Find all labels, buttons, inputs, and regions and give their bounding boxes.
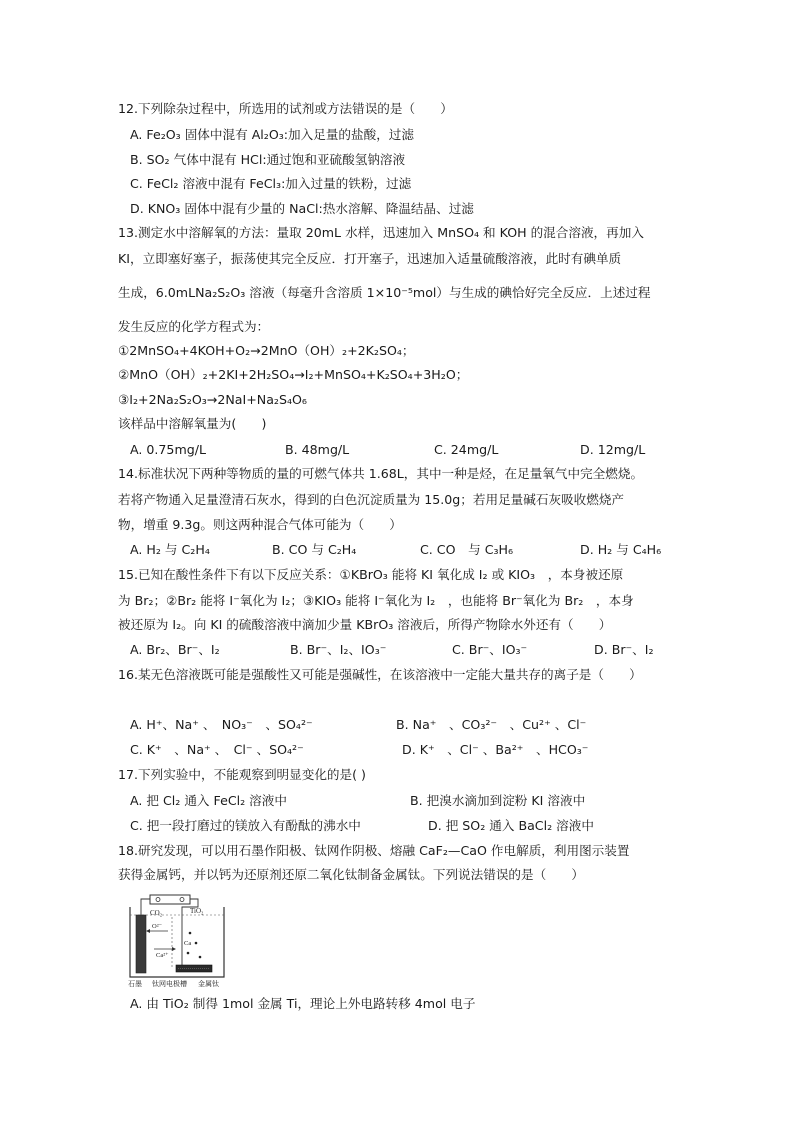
q14-stem-line-2: 若将产物通入足量澄清石灰水，得到的白色沉淀质量为 15.0g；若用足量碱石灰吸收燃烧产 xyxy=(118,492,625,507)
ca-label: Ca xyxy=(184,940,192,947)
q12-option-a: A. Fe₂O₃ 固体中混有 Al₂O₃:加入足量的盐酸，过滤 xyxy=(130,127,414,142)
q17-option-c: C. 把一段打磨过的镁放入有酚酞的沸水中 xyxy=(130,818,361,833)
q15-option-a: A. Br₂、Br⁻、I₂ xyxy=(130,642,220,657)
co2-label: CO₂ xyxy=(150,909,163,917)
q15-option-b: B. Br⁻、I₂、IO₃⁻ xyxy=(290,642,387,657)
tio2-label: TiO₂ xyxy=(190,907,204,915)
q17-option-a: A. 把 Cl₂ 通入 FeCl₂ 溶液中 xyxy=(130,793,287,808)
q13-option-d: D. 12mg/L xyxy=(580,442,646,457)
anode-wire xyxy=(141,899,150,917)
q13-option-b: B. 48mg/L xyxy=(285,442,350,457)
q12-stem: 12.下列除杂过程中，所选用的试剂或方法错误的是（ ） xyxy=(118,101,453,116)
graphite-anode xyxy=(136,915,146,973)
q13-option-c: C. 24mg/L xyxy=(434,442,499,457)
graphite-label: 石墨 xyxy=(128,980,142,988)
q15-stem-line-3: 被还原为 I₂。向 KI 的硫酸溶液中滴加少量 KBrO₃ 溶液后，所得产物除水外还有（ ） xyxy=(118,617,612,632)
q16-stem: 16.某无色溶液既可能是强酸性又可能是强碱性，在该溶液中一定能大量共存的离子是（ ） xyxy=(118,667,642,682)
q13-equation-1: ①2MnSO₄+4KOH+O₂→2MnO（OH）₂+2K₂SO₄； xyxy=(118,343,415,358)
q15-stem-line-1: 15.已知在酸性条件下有以下反应关系：①KBrO₃ 能将 KI 氧化成 I₂ 或 KIO₃ ，本身被还原 xyxy=(118,567,624,582)
q16-option-a: A. H⁺、Na⁺ 、 NO₃⁻ 、SO₄²⁻ xyxy=(130,717,313,732)
q14-option-c: C. CO 与 C₃H₆ xyxy=(420,542,514,557)
titanium-label: 金属钛 xyxy=(198,980,219,988)
q12-option-d: D. KNO₃ 固体中混有少量的 NaCl:热水溶解、降温结晶、过滤 xyxy=(130,201,474,216)
q18-stem-line-2: 获得金属钙，并以钙为还原剂还原二氧化钛制备金属钛。下列说法错误的是（ ） xyxy=(118,867,584,882)
q12-option-b: B. SO₂ 气体中混有 HCl:通过饱和亚硫酸氢钠溶液 xyxy=(130,152,406,167)
mesh-label: 钛网电极槽 xyxy=(152,980,187,988)
q18-option-a: A. 由 TiO₂ 制得 1mol 金属 Ti，理论上外电路转移 4mol 电子 xyxy=(130,996,476,1011)
q13-stem-line-3: 生成，6.0mLNa₂S₂O₃ 溶液（每毫升含溶质 1×10⁻⁵mol）与生成的碘恰好完全反应．上述过程 xyxy=(118,285,651,300)
q14-option-d: D. H₂ 与 C₄H₆ xyxy=(580,542,662,557)
q15-option-c: C. Br⁻、IO₃⁻ xyxy=(452,642,528,657)
q17-option-d: D. 把 SO₂ 通入 BaCl₂ 溶液中 xyxy=(428,818,594,833)
q13-ask: 该样品中溶解氧量为( ) xyxy=(118,416,267,431)
q17-stem: 17.下列实验中，不能观察到明显变化的是( ) xyxy=(118,767,366,782)
q15-option-d: D. Br⁻、I₂ xyxy=(594,642,654,657)
q13-option-a: A. 0.75mg/L xyxy=(130,442,206,457)
q16-option-c: C. K⁺ 、Na⁺ 、 Cl⁻ 、SO₄²⁻ xyxy=(130,742,304,757)
q13-equation-3: ③I₂+2Na₂S₂O₃→2NaI+Na₂S₄O₆ xyxy=(118,392,307,407)
ca2-ion-label: Ca²⁺ xyxy=(156,952,169,959)
q12-option-c: C. FeCl₂ 溶液中混有 FeCl₃:加入过量的铁粉，过滤 xyxy=(130,176,412,191)
q13-stem-line-2: KI，立即塞好塞子，振荡使其完全反应．打开塞子，迅速加入适量硫酸溶液，此时有碘单质 xyxy=(118,251,622,266)
q18-stem-line-1: 18.研究发现，可以用石墨作阳极、钛网作阴极、熔融 CaF₂—CaO 作电解质，利用图示装置 xyxy=(118,843,630,858)
q14-option-b: B. CO 与 C₂H₄ xyxy=(272,542,357,557)
q17-option-b: B. 把溴水滴加到淀粉 KI 溶液中 xyxy=(410,793,586,808)
q16-option-d: D. K⁺ 、Cl⁻ 、Ba²⁺ 、HCO₃⁻ xyxy=(402,742,589,757)
q14-stem-line-3: 物，增重 9.3g。则这两种混合气体可能为（ ） xyxy=(118,517,402,532)
q13-stem-line-4: 发生反应的化学方程式为： xyxy=(118,319,270,334)
q15-stem-line-2: 为 Br₂；②Br₂ 能将 I⁻氧化为 I₂；③KIO₃ 能将 I⁻氧化为 I₂ ，也能将 Br⁻氧化为 Br₂ ，本身 xyxy=(118,593,634,608)
q13-stem-line-1: 13.测定水中溶解氧的方法：量取 20mL 水样，迅速加入 MnSO₄ 和 KOH 的混合溶液，再加入 xyxy=(118,225,644,240)
q14-option-a: A. H₂ 与 C₂H₄ xyxy=(130,542,210,557)
q16-option-b: B. Na⁺ 、CO₃²⁻ 、Cu²⁺ 、Cl⁻ xyxy=(396,717,587,732)
o2-ion-label: O²⁻ xyxy=(152,923,163,930)
q13-equation-2: ②MnO（OH）₂+2KI+2H₂SO₄→I₂+MnSO₄+K₂SO₄+3H₂O； xyxy=(118,367,469,382)
electrolysis-apparatus-diagram xyxy=(128,893,228,988)
q14-stem-line-1: 14.标准状况下两种等物质的量的可燃气体共 1.68L，其中一种是烃，在足量氧气中完全燃烧。 xyxy=(118,466,644,481)
